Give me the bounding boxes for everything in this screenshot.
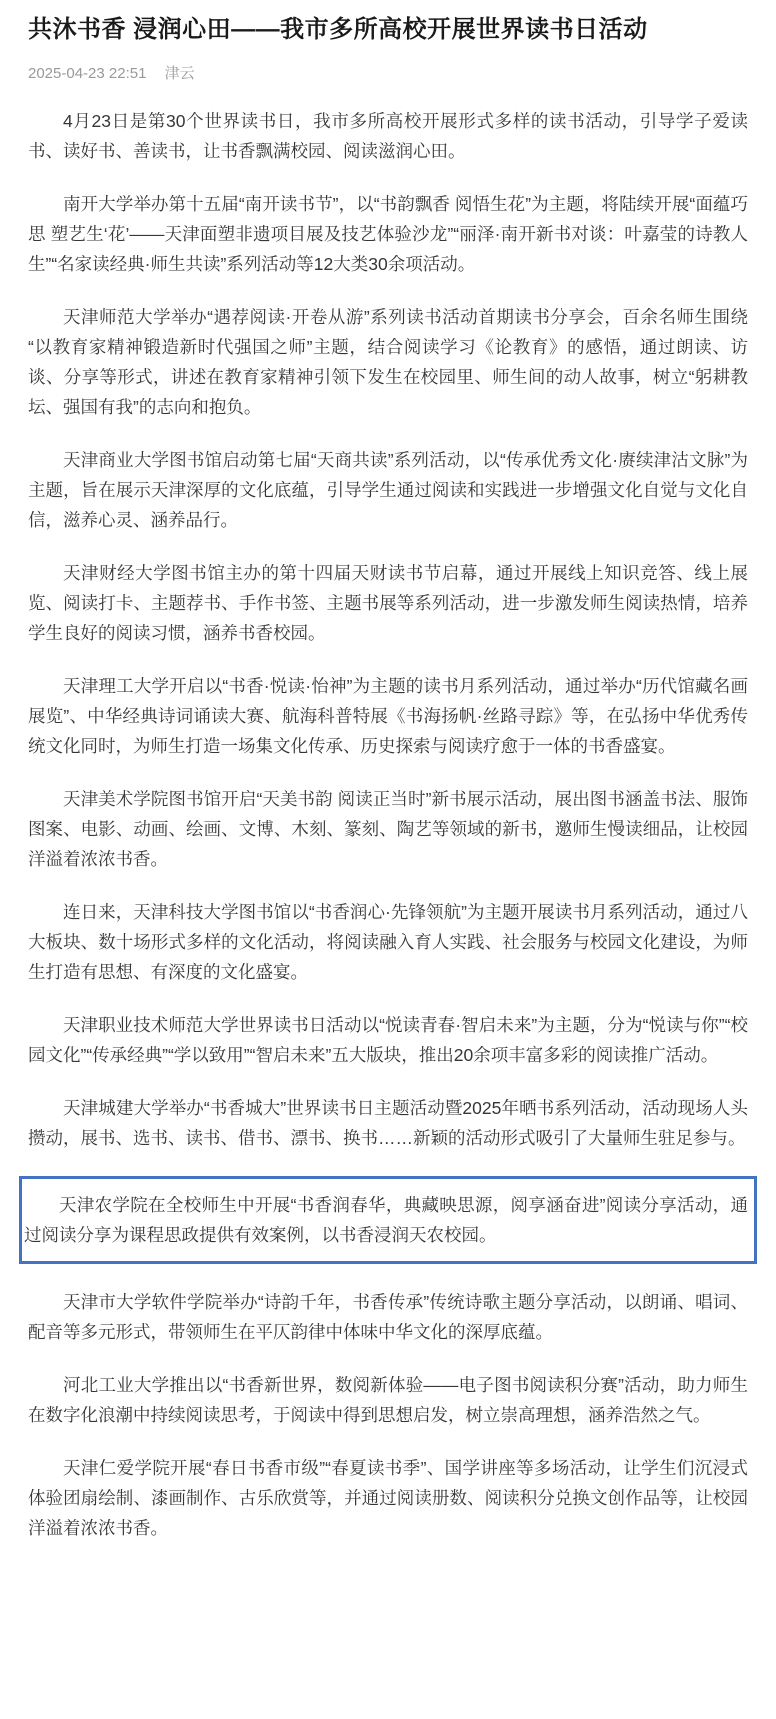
- article-paragraph: 天津仁爱学院开展“春日书香市级”“春夏读书季”、国学讲座等多场活动，让学生们沉浸式体验团扇绘制、漆画制作、古乐欣赏等，并通过阅读册数、阅读积分兑换文创作品等，让校园洋溢着浓浓书香。: [28, 1458, 748, 1539]
- article-meta: [28, 62, 748, 83]
- article-paragraph: 天津职业技术师范大学世界读书日活动以“悦读青春·智启未来”为主题，分为“悦读与你”“校园文化”“传承经典”“学以致用”“智启未来”五大版块，推出20余项丰富多彩的阅读推广活动。: [28, 1015, 748, 1066]
- article-paragraph: 河北工业大学推出以“书香新世界，数阅新体验——电子图书阅读积分赛”活动，助力师生在数字化浪潮中持续阅读思考，于阅读中得到思想启发，树立崇高理想，涵养浩然之气。: [28, 1375, 748, 1426]
- article-paragraph: 天津商业大学图书馆启动第七届“天商共读”系列活动，以“传承优秀文化·赓续津沽文脉”为主题，旨在展示天津深厚的文化底蕴，引导学生通过阅读和实践进一步增强文化自觉与文化自信，滋养心灵、涵养品行。: [28, 450, 748, 531]
- article-body: [24, 106, 748, 1543]
- article-paragraph: 天津财经大学图书馆主办的第十四届天财读书节启幕，通过开展线上知识竞答、线上展览、阅读打卡、主题荐书、手作书签、主题书展等系列活动，进一步激发师生阅读热情，培养学生良好的阅读习惯，涵养书香校园。: [28, 563, 748, 644]
- article-paragraph: 天津城建大学举办“书香城大”世界读书日主题活动暨2025年晒书系列活动，活动现场人头攒动，展书、选书、读书、借书、漂书、换书……新颖的活动形式吸引了大量师生驻足参与。: [28, 1098, 748, 1149]
- publish-source: 津云: [164, 65, 195, 83]
- publish-timestamp: 2025-04-23 22:51: [28, 65, 147, 83]
- article-paragraph: 4月23日是第30个世界读书日，我市多所高校开展形式多样的读书活动，引导学子爱读书、读好书、善读书，让书香飘满校园、阅读滋润心田。: [28, 111, 748, 162]
- article-paragraph: 天津市大学软件学院举办“诗韵千年，书香传承”传统诗歌主题分享活动，以朗诵、唱词、配音等多元形式，带领师生在平仄韵律中体味中华文化的深厚底蕴。: [28, 1292, 748, 1343]
- article-paragraph-highlighted: 天津农学院在全校师生中开展“书香润春华，典藏映思源，阅享涵奋进”阅读分享活动，通过阅读分享为课程思政提供有效案例，以书香浸润天农校园。: [19, 1176, 757, 1264]
- article-paragraph: 天津理工大学开启以“书香·悦读·怡神”为主题的读书月系列活动，通过举办“历代馆藏名画展览”、中华经典诗词诵读大赛、航海科普特展《书海扬帆·丝路寻踪》等，在弘扬中华优秀传统文化同时，为师生打造一场集文化传承、历史探索与阅读疗愈于一体的书香盛宴。: [28, 676, 748, 757]
- article-paragraph: 南开大学举办第十五届“南开读书节”，以“书韵飘香 阅悟生花”为主题，将陆续开展“面蕴巧思 塑艺生‘花’——天津面塑非遗项目展及技艺体验沙龙”“丽泽·南开新书对谈：叶嘉莹的诗教人生”“名家读经典·师生共读”系列活动等12大类30余项活动。: [28, 194, 748, 275]
- article-paragraph: 连日来，天津科技大学图书馆以“书香润心·先锋领航”为主题开展读书月系列活动，通过八大板块、数十场形式多样的文化活动，将阅读融入育人实践、社会服务与校园文化建设，为师生打造有思想、有深度的文化盛宴。: [28, 902, 748, 983]
- article-paragraph: 天津师范大学举办“遇荐阅读·开卷从游”系列读书活动首期读书分享会，百余名师生围绕“以教育家精神锻造新时代强国之师”主题，结合阅读学习《论教育》的感悟，通过朗读、访谈、分享等形式，讲述在教育家精神引领下发生在校园里、师生间的动人故事，树立“躬耕教坛、强国有我”的志向和抱负。: [28, 307, 748, 418]
- article-title: 共沐书香 浸润心田——我市多所高校开展世界读书日活动: [28, 16, 648, 43]
- article-paragraph: 天津美术学院图书馆开启“天美书韵 阅读正当时”新书展示活动，展出图书涵盖书法、服饰图案、电影、动画、绘画、文博、木刻、篆刻、陶艺等领域的新书，邀师生慢读细品，让校园洋溢着浓浓书香。: [28, 789, 748, 870]
